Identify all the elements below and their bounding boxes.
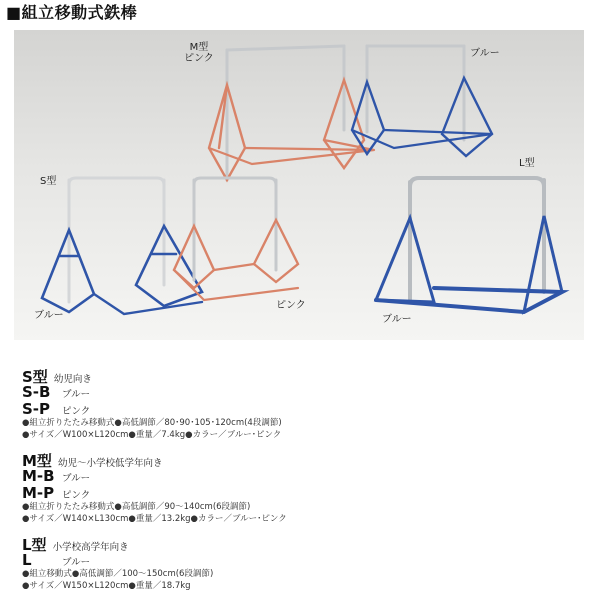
s-pink-bar-frame — [174, 178, 298, 300]
horizontal-bar-illustration — [14, 30, 584, 340]
variant-color: ブルー — [62, 473, 91, 484]
model-code: L型 — [22, 536, 47, 554]
page-title: ■組立移動式鉄棒 — [6, 3, 138, 22]
product-photo — [14, 30, 584, 340]
variant-code: L — [22, 551, 32, 569]
model-target: 幼児向き — [53, 374, 92, 385]
model-heading — [22, 450, 582, 470]
variant-code: S-B — [22, 383, 51, 401]
spec-line: ●組立移動式●高低調節／100～150cm(6段調節) — [22, 569, 214, 579]
spec-line: ●サイズ／W150×L120cm●重量／18.7kg — [22, 581, 191, 591]
variant-color: ブルー — [62, 557, 91, 568]
l-blue-bar-frame — [376, 178, 562, 312]
spec-line: ●サイズ／W100×L120cm●重量／7.4kg●カラー／ブルー･ピンク — [22, 430, 282, 440]
s-type-photo-label: S型 — [40, 176, 57, 187]
model-code: S型 — [22, 368, 48, 386]
variant-color: ピンク — [62, 406, 91, 417]
variant-row — [22, 551, 582, 568]
spec-list — [22, 366, 582, 601]
model-group-s — [22, 366, 582, 441]
m-pink-bar-frame — [209, 46, 374, 180]
variant-code: M-P — [22, 484, 55, 502]
model-group-m — [22, 450, 582, 525]
spec-line: ●サイズ／W140×L130cm●重量／13.2kg●カラー／ブルー･ピンク — [22, 514, 287, 524]
variant-row — [22, 400, 582, 417]
m-type-photo-label: M型 ピンク — [184, 42, 214, 64]
variant-color: ピンク — [62, 490, 91, 501]
model-heading — [22, 366, 582, 386]
variant-row — [22, 467, 582, 484]
s-blue-bar-frame — [42, 178, 202, 314]
blue-right-photo-label: ブルー — [382, 314, 412, 325]
variant-code: S-P — [22, 400, 51, 418]
model-group-l — [22, 534, 582, 592]
variant-row — [22, 484, 582, 501]
spec-line: ●組立折りたたみ移動式●高低調節／80･90･105･120cm(4段調節) — [22, 418, 282, 428]
blue-left-photo-label: ブルー — [34, 310, 64, 321]
variant-code: M-B — [22, 467, 55, 485]
pink-mid-photo-label: ピンク — [276, 300, 306, 311]
m-blue-bar-frame — [352, 46, 492, 156]
model-target: 幼児～小学校低学年向き — [57, 458, 163, 469]
variant-row — [22, 383, 582, 400]
model-code: M型 — [22, 452, 52, 470]
spec-line: ●組立折りたたみ移動式●高低調節／90～140cm(6段調節) — [22, 502, 251, 512]
l-type-photo-label: L型 — [519, 158, 535, 169]
model-target: 小学校高学年向き — [52, 542, 129, 553]
model-heading — [22, 534, 582, 554]
variant-color: ブルー — [62, 389, 91, 400]
blue-photo-label: ブルー — [470, 48, 500, 59]
